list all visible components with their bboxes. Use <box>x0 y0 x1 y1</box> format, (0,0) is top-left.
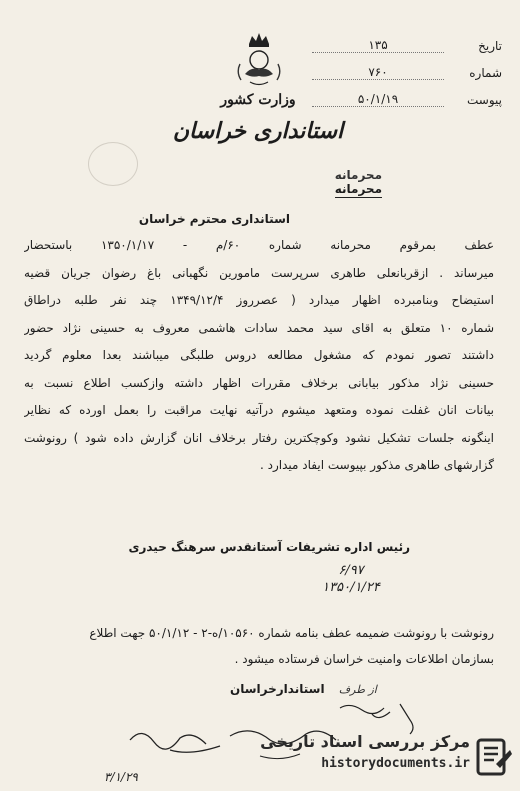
handnote-line-2: ۱۳۵۰/۱/۲۴ <box>322 580 380 595</box>
body-line: عطف بمرقوم محرمانه شماره ۶۰/م - ۱۳۵۰/۱/۱۷ باستحضار <box>24 238 494 252</box>
body-line: گزارشهای طاهری مذکور بپیوست ایفاد میدارد . <box>260 458 494 472</box>
classification-mark <box>335 168 382 198</box>
number-label: شماره <box>469 65 502 80</box>
archive-logo-icon <box>474 734 514 778</box>
handnote-line-1: ۶/۹۷ <box>338 563 364 578</box>
body-line: استیضاح وبنامبرده اظهار میدارد ( عصرروز ۱۳۴۹/۱۲/۴ چند نفر طلبه دراطاق <box>24 293 494 307</box>
classification-label: محرمانه <box>334 182 382 196</box>
date-value: ۱۳۵ <box>312 38 444 53</box>
date-label: تاریخ <box>478 38 502 53</box>
followup-line: بسازمان اطلاعات وامنیت خراسان فرستاده میشود . <box>234 652 494 666</box>
body-line: حسینی نژاد مذکور بیابانی برخلاف مقررات اظهار داشته وازکسب اطلاع نسبت به <box>24 375 494 390</box>
letter-body <box>24 232 494 480</box>
attachment-row <box>312 86 502 113</box>
body-line: میرساند . ازقربانعلی طاهری سرپرست مامورین نگهبانی باغ رضوان جریان قضیه <box>24 265 494 280</box>
watermark-url: historydocuments.ir <box>321 756 470 771</box>
signoff-line: رئیس اداره تشریفات آستانقدس سرهنگ حیدری <box>128 540 410 554</box>
archive-watermark <box>244 730 514 782</box>
faint-stamp-mark <box>88 142 138 186</box>
attachment-label: پیوست <box>467 92 502 107</box>
office-name: استانداری خراسان <box>172 118 344 144</box>
handwritten-reference <box>296 562 406 596</box>
classification-stamp: محرمانه <box>334 168 382 182</box>
ministry-name: وزارت کشور <box>220 92 296 108</box>
lion-and-sun-emblem-icon <box>232 30 286 90</box>
followup-line: رونوشت با رونوشت ضمیمه عطف بنامه شماره ۱۰۵۶۰/ه-۲ - ۵۰/۱/۱۲ جهت اطلاع <box>89 626 494 640</box>
watermark-title: مرکز بررسی اسناد تاریخی <box>260 732 470 751</box>
letter-meta <box>312 32 502 113</box>
footer-office-name: استاندارخراسان <box>230 682 325 696</box>
body-line: شماره ۱۰ متعلق به اقای سید محمد سادات هاشمی معروف به حسینی نژاد حضور <box>24 320 494 335</box>
margin-number: ۳/۱/۲۹ <box>104 770 138 784</box>
body-line: بیانات انان غفلت نموده ومتعهد میشوم درآتیه نهایت مراقبت را بعمل اورده که نظایر <box>24 403 494 417</box>
body-line: داشتند تصور نمودم که مشغول مطالعه دروس طلبگی میباشند بعدا معلوم گردید <box>24 348 494 362</box>
date-row <box>312 32 502 59</box>
number-row <box>312 59 502 86</box>
salutation: استانداری محترم خراسان <box>138 212 290 226</box>
number-value: ۷۶۰ <box>312 65 444 80</box>
footer-office <box>230 682 377 696</box>
followup-note <box>24 620 494 672</box>
attachment-value: ۵۰/۱/۱۹ <box>312 92 444 107</box>
body-line: اینگونه جلسات تشکیل نشود وکوچکترین رفتار برخلاف انان گزارش داده شود ) رونوشت <box>24 430 494 445</box>
footer-prefix: از طرف <box>338 683 377 696</box>
